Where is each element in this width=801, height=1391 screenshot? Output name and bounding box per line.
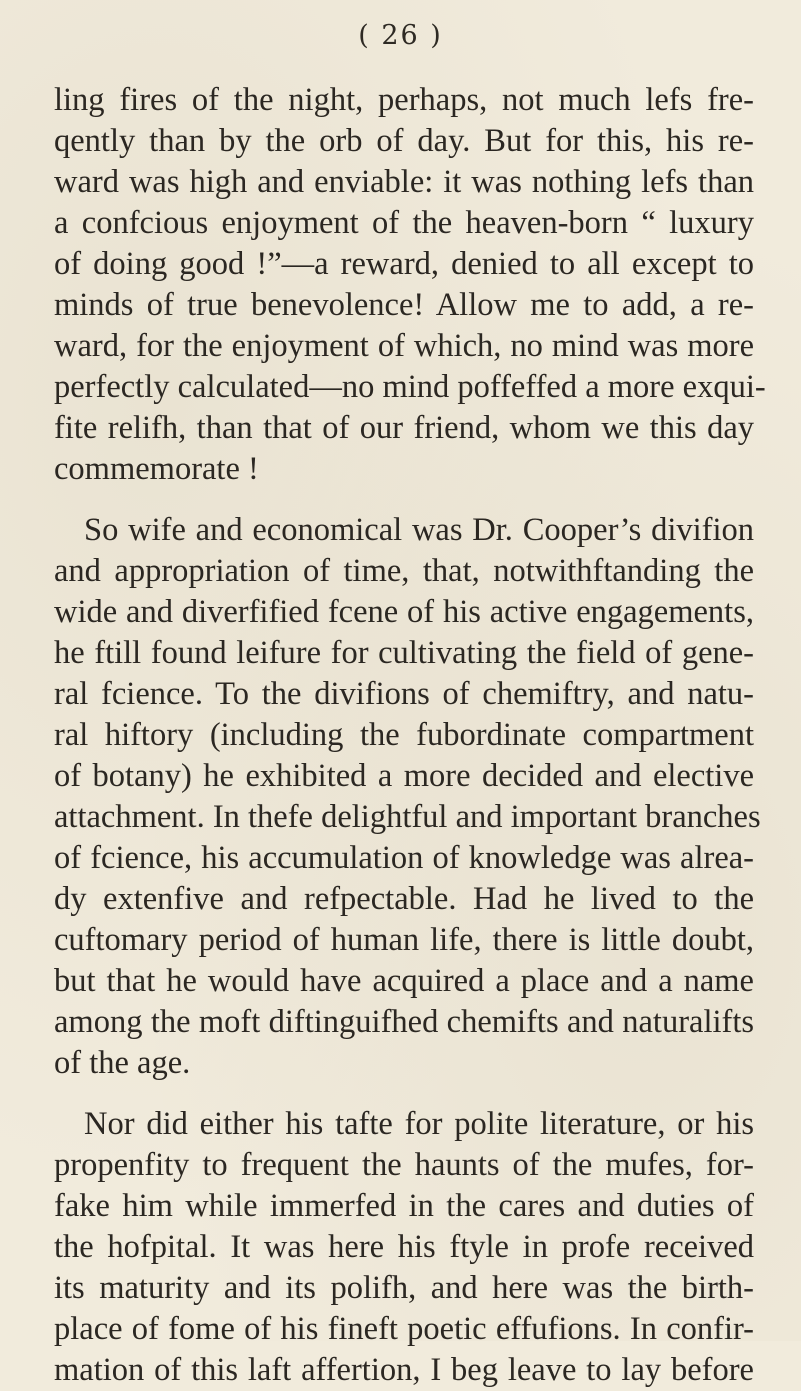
text-line: wide and diverfified fcene of his active engagements, (54, 594, 754, 630)
text-line: ral hiftory (including the fubordinate compartment (54, 717, 754, 753)
text-line: of doing good !”—a reward, denied to all except to (54, 246, 754, 282)
text-line: attachment. In thefe delightful and important branches (54, 799, 761, 835)
text-line: a confcious enjoyment of the heaven-born “ luxury (54, 205, 754, 241)
text-line: ward, for the enjoyment of which, no mind was more (54, 328, 754, 364)
text-line: he ftill found leifure for cultivating the field of gene- (54, 635, 754, 671)
text-line: fite relifh, than that of our friend, whom we this day (54, 410, 754, 446)
text-line: dy extenfive and refpectable. Had he lived to the (54, 881, 754, 917)
page-number: ( 26 ) (358, 20, 443, 51)
text-line: qently than by the orb of day. But for this, his re- (54, 123, 754, 159)
text-line: of fcience, his accumulation of knowledge was alrea- (54, 840, 754, 876)
text-line: Nor did either his tafte for polite literature, or his (84, 1106, 754, 1142)
paragraph-3 (54, 1104, 754, 1391)
text-line: ling fires of the night, perhaps, not much lefs fre- (54, 82, 754, 118)
text-line: propenfity to frequent the haunts of the mufes, for- (54, 1147, 754, 1183)
text-line: place of fome of his fineft poetic effufions. In confir- (54, 1311, 754, 1347)
text-line: ral fcience. To the divifions of chemiftry, and natu- (54, 676, 754, 712)
text-line: So wife and economical was Dr. Cooper’s divifion (84, 512, 754, 548)
paragraph-1 (54, 80, 766, 490)
text-line: cuftomary period of human life, there is little doubt, (54, 922, 754, 958)
text-line: fake him while immerfed in the cares and duties of (54, 1188, 754, 1224)
text-line: of botany) he exhibited a more decided and elective (54, 758, 754, 794)
text-line: its maturity and its polifh, and here was the birth- (54, 1270, 754, 1306)
text-line: among the moft diftinguifhed chemifts and naturalifts (54, 1004, 754, 1040)
body-text (54, 80, 766, 1391)
paragraph-2 (54, 510, 761, 1084)
text-line: mation of this laft affertion, I beg leave to lay before (54, 1352, 754, 1388)
text-line: and appropriation of time, that, notwithftanding the (54, 553, 754, 589)
text-line: but that he would have acquired a place and a name (54, 963, 754, 999)
text-line: minds of true benevolence! Allow me to add, a re- (54, 287, 754, 323)
text-line: perfectly calculated—no mind poffeffed a more exqui- (54, 369, 766, 405)
text-line: commemorate ! (54, 451, 259, 487)
text-line: of the age. (54, 1045, 191, 1081)
text-line: ward was high and enviable: it was nothing lefs than (54, 164, 754, 200)
text-line: the hofpital. It was here his ftyle in profe received (54, 1229, 754, 1265)
